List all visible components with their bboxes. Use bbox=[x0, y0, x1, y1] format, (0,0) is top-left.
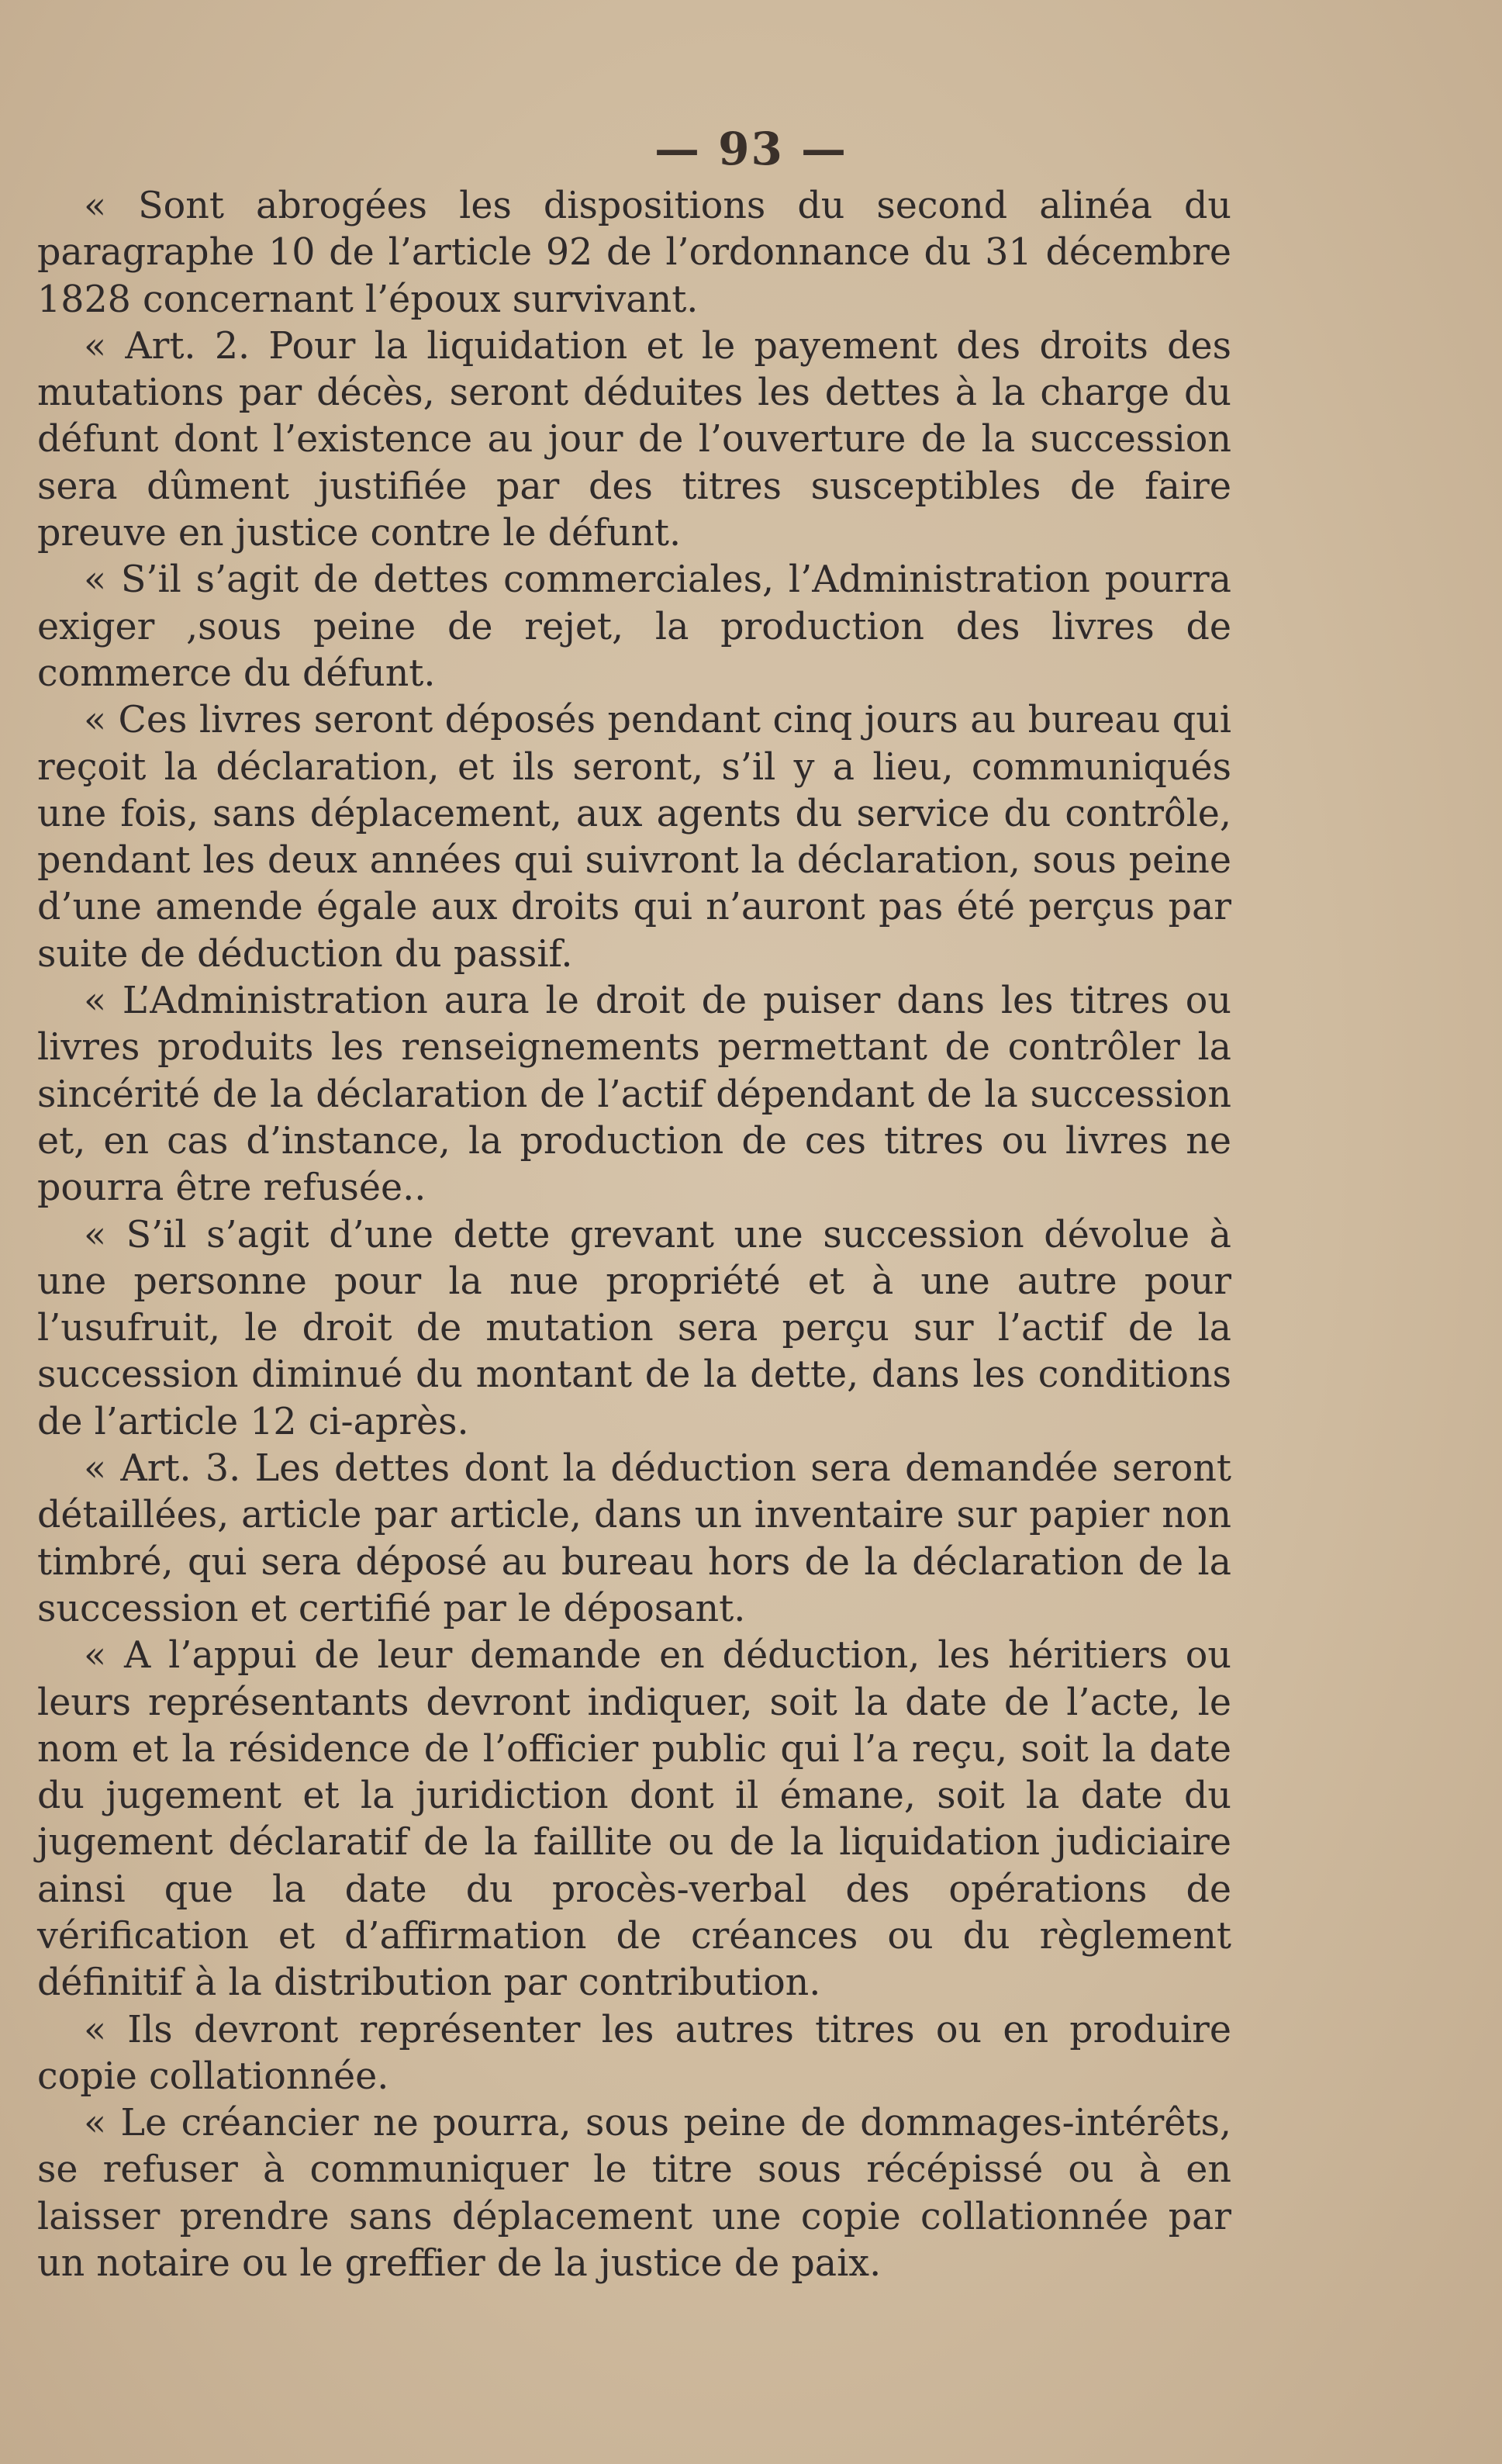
paragraph-administration-rights: « L’Administration aura le droit de puiser dans les titres ou livres produits les renseignements permettant de contrôler la sincérité de la déclaration de l’actif dépendant de la succession et, en cas d’instance, la production de ces titres ou livres ne pourra être refusée.. bbox=[37, 980, 1231, 1210]
page-number: — 93 — bbox=[654, 123, 848, 175]
paragraph-books-deposit: « Ces livres seront déposés pendant cinq jours au bureau qui reçoit la déclaration, et ils seront, s’il y a lieu, communiqués une fois, sans déplacement, aux agents du service du contrôle, pendant les deux années qui suivront la déclaration, sous peine d’une amende égale aux droits qui n’auront pas été perçus par suite de déduction du passif. bbox=[37, 699, 1231, 976]
paragraph-usufruct: « S’il s’agit d’une dette grevant une succession dévolue à une personne pour la nue propriété et à une autre pour l’usufruit, le droit de mutation sera perçu sur l’actif de la succession diminué du montant de la dette, dans les conditions de l’article 12 ci-après. bbox=[37, 1213, 1231, 1443]
paragraph-commercial-debts: « S’il s’agit de dettes commerciales, l’Administration pourra exiger ,sous peine de rejet, la production des livres de commerce du défunt. bbox=[37, 558, 1231, 695]
body-text bbox=[37, 183, 1231, 2287]
paragraph-article-3: « Art. 3. Les dettes dont la déduction sera demandée seront détaillées, article par article, dans un inventaire sur papier non timbré, qui sera déposé au bureau hors de la déclaration de la succession et certifié par le déposant. bbox=[37, 1447, 1231, 1630]
paragraph-abrogation: « Sont abrogées les dispositions du second alinéa du paragraphe 10 de l’article 92 de l’ordonnance du 31 décembre 1828 concernant l’époux survivant. bbox=[37, 185, 1231, 321]
paragraph-deduction-request: « A l’appui de leur demande en déduction, les héritiers ou leurs représentants devront indiquer, soit la date de l’acte, le nom et la résidence de l’officier public qui l’a reçu, soit la date du jugement et la juridiction dont il émane, soit la date du jugement déclaratif de la faillite ou de la liquidation judiciaire ainsi que la date du procès-verbal des opérations de vérification et d’affirmation de créances ou du règlement définitif à la distribution par contribution. bbox=[37, 1634, 1231, 2005]
paragraph-other-titles: « Ils devront représenter les autres titres ou en produire copie collationnée. bbox=[37, 2008, 1231, 2098]
paragraph-creditor: « Le créancier ne pourra, sous peine de dommages-intérêts, se refuser à communiquer le titre sous récépissé ou à en laisser prendre sans déplacement une copie collationnée par un notaire ou le greffier de la justice de paix. bbox=[37, 2102, 1231, 2286]
paragraph-article-2: « Art. 2. Pour la liquidation et le payement des droits des mutations par décès, seront déduites les dettes à la charge du défunt dont l’existence au jour de l’ouverture de la succession sera dûment justifiée par des titres susceptibles de faire preuve en justice contre le défunt. bbox=[37, 324, 1231, 555]
